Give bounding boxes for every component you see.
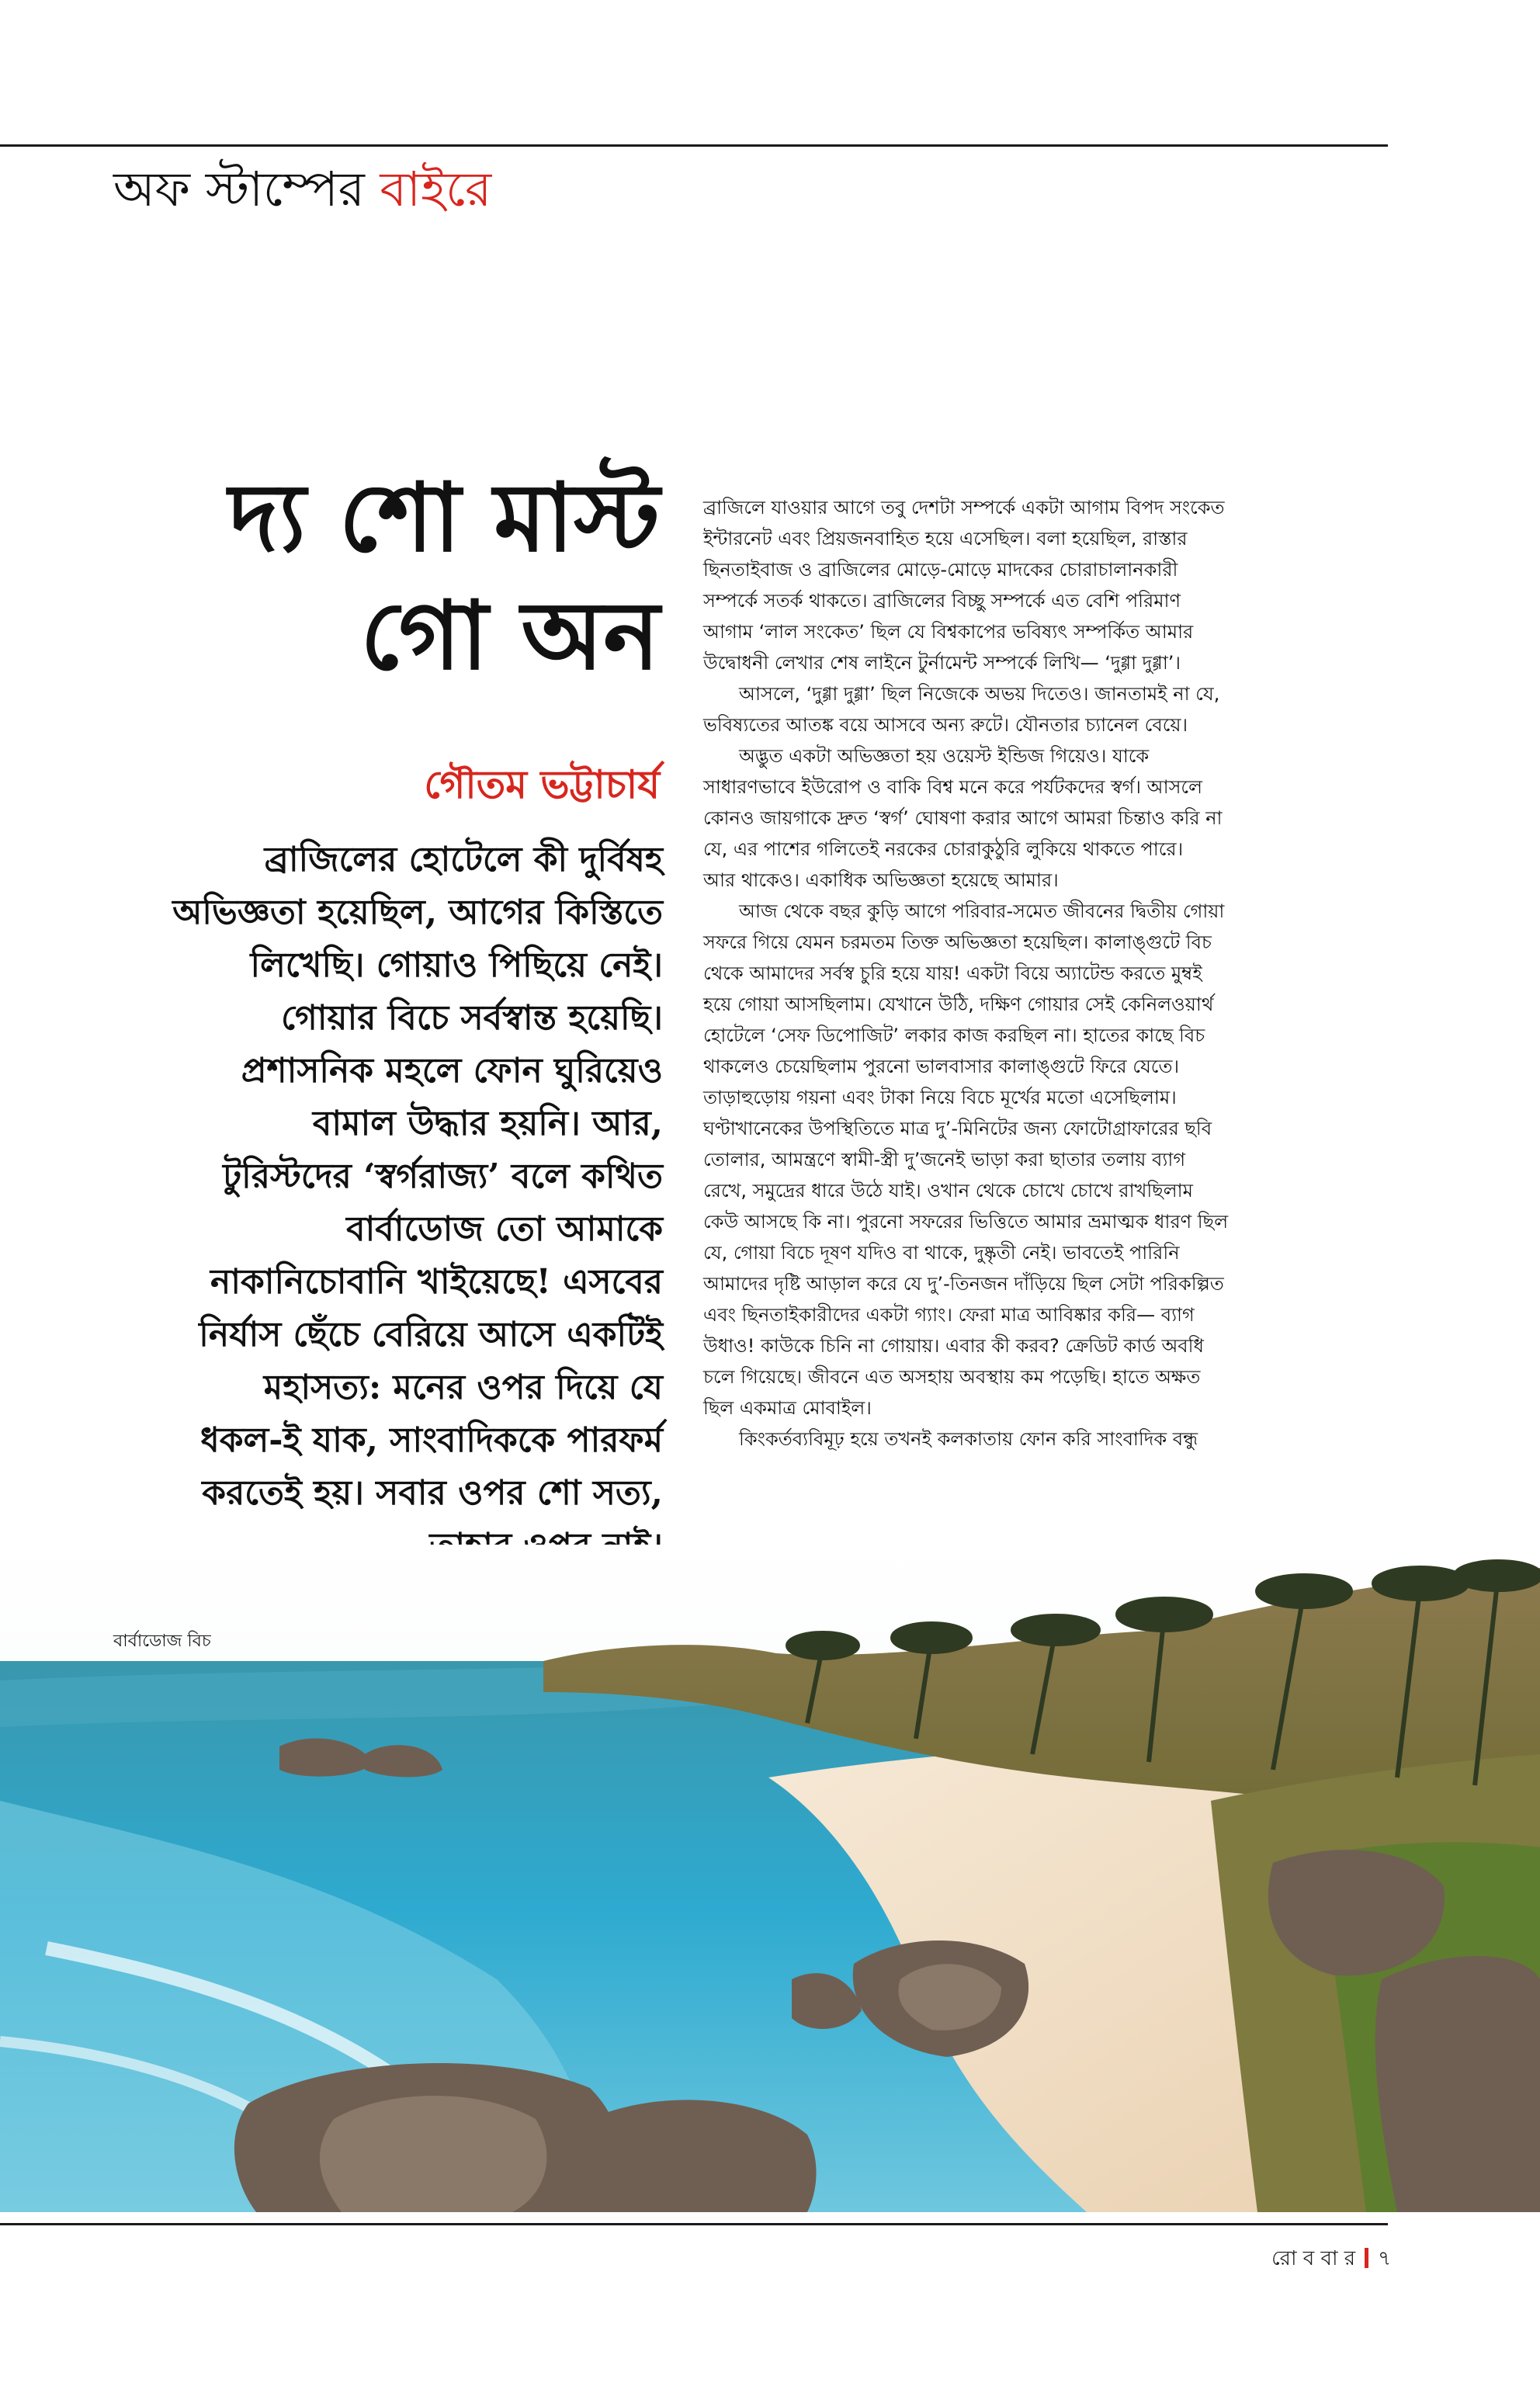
body-text-line: ছিনতাইবাজ ও ব্রাজিলের মোড়ে-মোড়ে মাদকের চোরাচালানকারী (703, 559, 1178, 581)
byline: গৌতম ভট্টাচার্য (424, 761, 660, 807)
body-text-line: কেউ আসছে কি না। পুরনো সফরের ভিত্তিতে আমার ভ্রমাত্মক ধারণ ছিল (703, 1211, 1229, 1233)
body-text-line: অদ্ভুত একটা অভিজ্ঞতা হয় ওয়েস্ট ইন্ডিজ গিয়েও। যাকে (739, 745, 1150, 767)
body-text-line: ছিল একমাত্র মোবাইল। (703, 1397, 872, 1419)
headline (93, 458, 660, 694)
body-text-line: ঘণ্টাখানেকের উপস্থিতিতে মাত্র দু’-মিনিটের জন্য ফোটোগ্রাফারের ছবি (703, 1118, 1212, 1139)
standfirst-line: গোয়ার বিচে সর্বস্বান্ত হয়েছি। (281, 998, 663, 1038)
body-text-line: আজ থেকে বছর কুড়ি আগে পরিবার-সমেত জীবনের দ্বিতীয় গোয়া (739, 900, 1225, 922)
standfirst-line: মহাসত্য: মনের ওপর দিয়ে যে (263, 1368, 663, 1407)
standfirst (109, 834, 663, 1573)
body-text-line: কোনও জায়গাকে দ্রুত ‘স্বর্গ’ ঘোষণা করার আগে আমরা চিন্তাও করি না (703, 807, 1223, 829)
section-header (113, 158, 491, 220)
magazine-name: রো ব বা র (1271, 2247, 1356, 2270)
body-text-line: আসলে, ‘দুগ্গা দুগ্গা’ ছিল নিজেকে অভয় দিতেও। জানতামই না যে, (739, 683, 1220, 705)
headline-line-2: গো অন (360, 579, 660, 691)
bottom-rule (0, 2223, 1388, 2225)
body-text-line: যে, এর পাশের গলিতেই নরকের চোরাকুঠুরি লুকিয়ে থাকতে পারে। (703, 838, 1184, 860)
article-body (703, 492, 1388, 1455)
body-text-line: উদ্বোধনী লেখার শেষ লাইনে টুর্নামেন্ট সম্পর্কে লিখি— ‘দুগ্গা দুগ্গা’। (703, 652, 1181, 674)
standfirst-line: অভিজ্ঞতা হয়েছিল, আগের কিস্তিতে (172, 893, 663, 932)
standfirst-line: নির্যাস ছেঁচে বেরিয়ে আসে একটিই (199, 1315, 663, 1354)
standfirst-line: লিখেছি। গোয়াও পিছিয়ে নেই। (250, 945, 663, 985)
body-text-line: সফরে গিয়ে যেমন চরমতম তিক্ত অভিজ্ঞতা হয়েছিল। কালাঙ্গুটে বিচ (703, 931, 1212, 953)
body-text-line: যে, গোয়া বিচে দূষণ যদিও বা থাকে, দুষ্কৃতী নেই। ভাবতেই পারিনি (703, 1242, 1180, 1264)
body-text-line: হোটেলে ‘সেফ ডিপোজিট’ লকার কাজ করছিল না। হাতের কাছে বিচ (703, 1025, 1205, 1046)
body-text-line: আমাদের দৃষ্টি আড়াল করে যে দু’-তিনজন দাঁড়িয়ে ছিল সেটা পরিকল্পিত (703, 1273, 1224, 1295)
folio-divider (1365, 2248, 1368, 2268)
standfirst-line: টুরিস্টদের ‘স্বর্গরাজ্য’ বলে কথিত (223, 1157, 663, 1196)
body-text-line: কিংকর্তব্যবিমূঢ় হয়ে তখনই কলকাতায় ফোন করি সাংবাদিক বন্ধু (739, 1428, 1198, 1450)
body-text-line: হয়ে গোয়া আসছিলাম। যেখানে উঠি, দক্ষিণ গোয়ার সেই কেনিলওয়ার্থ (703, 994, 1214, 1015)
standfirst-line: বামাল উদ্ধার হয়নি। আর, (312, 1104, 663, 1143)
body-text-line: ব্রাজিলে যাওয়ার আগে তবু দেশটা সম্পর্কে একটা আগাম বিপদ সংকেত (703, 497, 1225, 518)
standfirst-line: ধকল-ই যাক, সাংবাদিককে পারফর্ম (200, 1420, 663, 1460)
body-text-line: আগাম ‘লাল সংকেত’ ছিল যে বিশ্বকাপের ভবিষ্যৎ সম্পর্কিত আমার (703, 621, 1194, 643)
beach-photo (0, 1545, 1540, 2212)
body-text-line: এবং ছিনতাইকারীদের একটা গ্যাং। ফেরা মাত্র আবিষ্কার করি— ব্যাগ (703, 1304, 1195, 1326)
page-number: ৭ (1378, 2247, 1391, 2270)
body-text-line: আর থাকেও। একাধিক অভিজ্ঞতা হয়েছে আমার। (703, 869, 1059, 891)
standfirst-line: করতেই হয়। সবার ওপর শো সত্য, (202, 1473, 663, 1513)
body-text-line: সাধারণভাবে ইউরোপ ও বাকি বিশ্ব মনে করে পর্যটকদের স্বর্গ। আসলে (703, 776, 1202, 798)
body-text-line: ইন্টারনেট এবং প্রিয়জনবাহিত হয়ে এসেছিল। বলা হয়েছিল, রাস্তার (703, 528, 1188, 550)
body-text-line: উধাও! কাউকে চিনি না গোয়ায়। এবার কী করব? ক্রেডিট কার্ড অবধি (703, 1335, 1204, 1357)
standfirst-line: ব্রাজিলের হোটেলে কী দুর্বিষহ (264, 840, 663, 879)
body-text-line: তাড়াহুড়োয় গয়না এবং টাকা নিয়ে বিচে মূর্খের মতো এসেছিলাম। (703, 1087, 1177, 1108)
body-text-line: থাকলেও চেয়েছিলাম পুরনো ভালবাসার কালাঙ্গুটে ফিরে যেতে। (703, 1056, 1180, 1077)
photo-caption: বার্বাডোজ বিচ (113, 1632, 211, 1651)
body-text-line: সম্পর্কে সতর্ক থাকতে। ব্রাজিলের বিচ্ছু সম্পর্কে এত বেশি পরিমাণ (703, 590, 1181, 612)
section-header-accent: বাইরে (380, 161, 492, 217)
top-rule (0, 144, 1388, 147)
body-text-line: তোলার, আমন্ত্রণে স্বামী-স্ত্রী দু’জনেই ভাড়া করা ছাতার তলায় ব্যাগ (703, 1149, 1186, 1170)
standfirst-line: নাকানিচোবানি খাইয়েছে! এসবের (210, 1262, 663, 1302)
headline-line-1: দ্য শো মাস্ট (228, 461, 660, 573)
page-folio (1271, 2243, 1391, 2274)
body-text-line: রেখে, সমুদ্রের ধারে উঠে যাই। ওখান থেকে চোখে চোখে রাখছিলাম (703, 1180, 1193, 1202)
body-text-line: চলে গিয়েছে। জীবনে এত অসহায় অবস্থায় কম পড়েছি। হাতে অক্ষত (703, 1366, 1201, 1388)
section-header-text: অফ স্টাম্পের (113, 161, 380, 217)
standfirst-line: বার্বাডোজ তো আমাকে (346, 1209, 663, 1249)
standfirst-line: প্রশাসনিক মহলে ফোন ঘুরিয়েও (241, 1051, 663, 1091)
body-text-line: থেকে আমাদের সর্বস্ব চুরি হয়ে যায়! একটা বিয়ে অ্যাটেন্ড করতে মুম্বই (703, 962, 1202, 984)
body-text-line: ভবিষ্যতের আতঙ্ক বয়ে আসবে অন্য রুটে। যৌনতার চ্যানেল বেয়ে। (703, 714, 1188, 736)
